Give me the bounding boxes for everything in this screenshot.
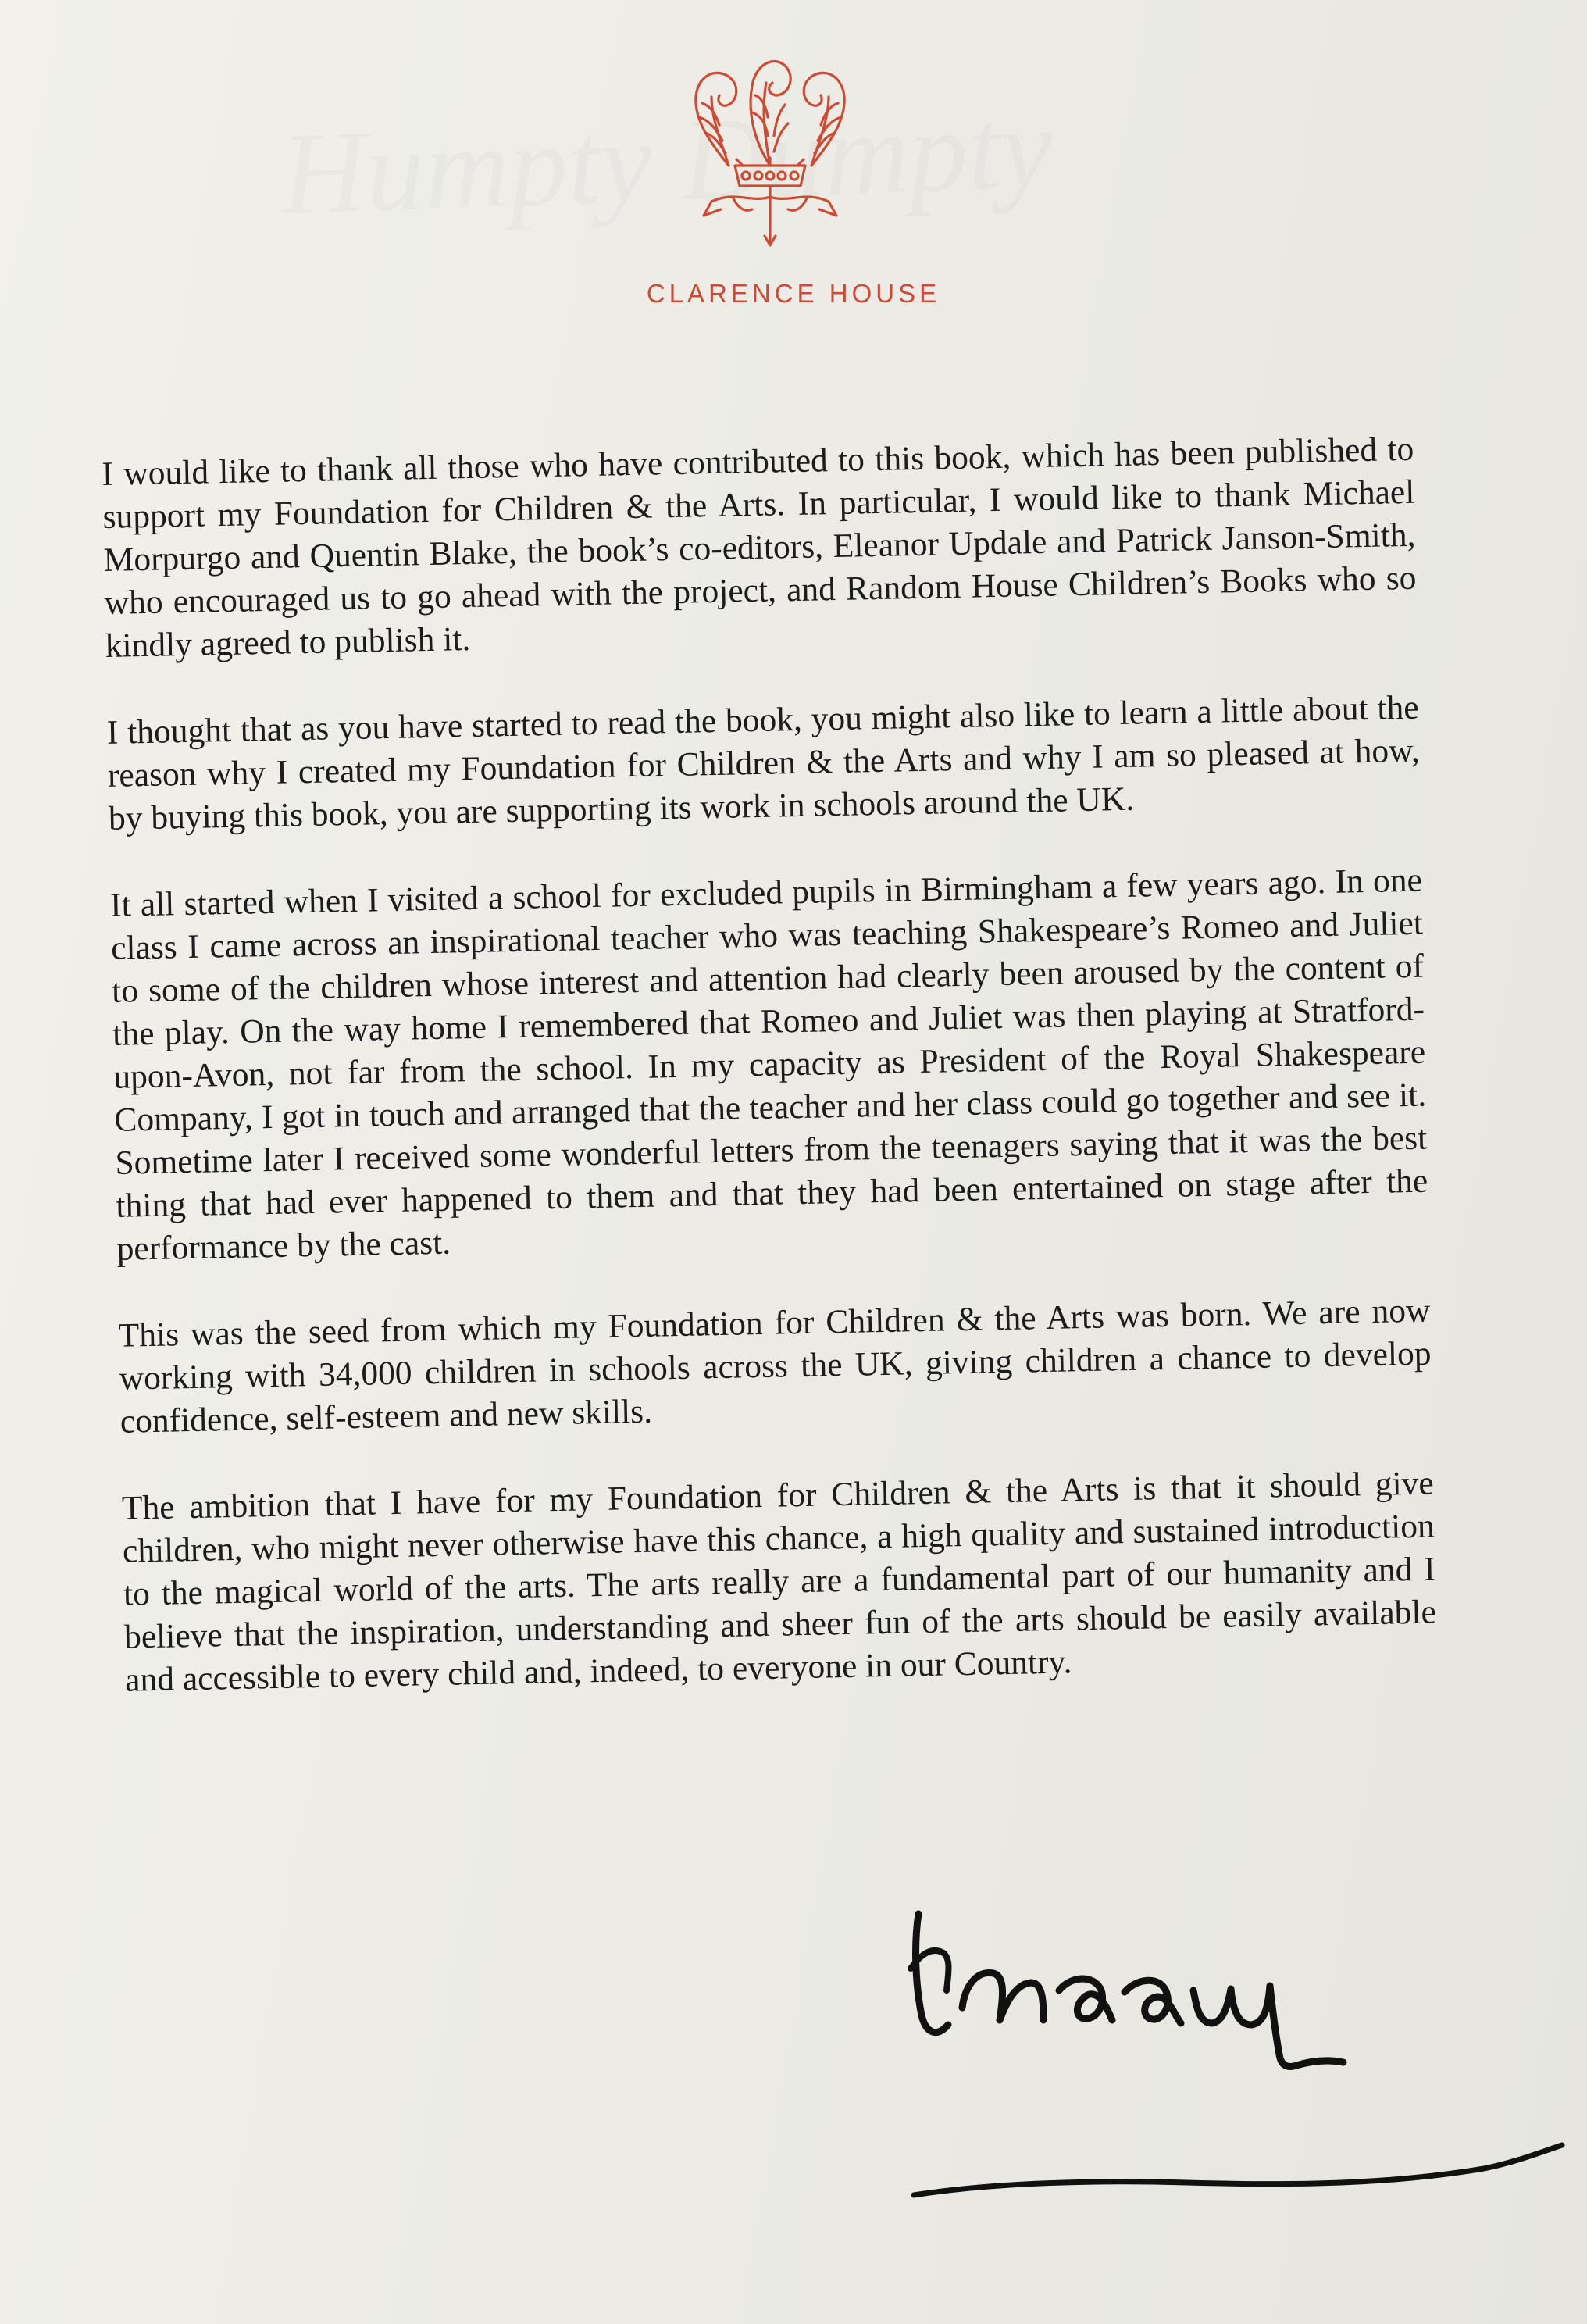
- letter-body: [102, 428, 1438, 1746]
- paragraph-3: It all started when I visited a school for excluded pupils in Birmingham a few years ago. In one class I came across an inspirational teacher who was teaching Shakespeare’s Romeo and Juliet to some of the children whose interest and attention had clearly been aroused by the content of the play. On the way home I remembered that Romeo and Juliet was then playing at Stratford-upon-Avon, not far from the school. In my capacity as President of the Royal Shakespeare Company, I got in touch and arranged that the teacher and her class could go together and see it. Sometime later I received some wonderful letters from the teenagers saying that it was the best thing that had ever happened to them and that they had been entertained on stage after the performance by the cast.: [109, 861, 1428, 1268]
- paragraph-4: This was the seed from which my Foundation for Children & the Arts was born. We are now working with 34,000 children in schools across the UK, giving children a chance to develop confidence, self-esteem and new skills.: [118, 1291, 1432, 1440]
- paragraph-5: The ambition that I have for my Foundation for Children & the Arts is that it should give children, who might never otherwise have this chance, a high quality and sustained introduction to the magical world of the arts. The arts really are a fundamental part of our humanity and I believe that the inspiration, understanding and sheer fun of the arts should be easily available and accessible to every child and, indeed, to everyone in our Country.: [121, 1464, 1437, 1699]
- bleed-through-text: [279, 80, 1054, 241]
- signature: [890, 1898, 1578, 2211]
- letterhead-title: CLARENCE HOUSE: [646, 279, 941, 308]
- paragraph-2: I thought that as you have started to read the book, you might also like to learn a little about the reason why I created my Foundation for Children & the Arts and why I am so pleased at how, by buying this book, you are supporting its work in schools around the UK.: [106, 688, 1421, 837]
- prince-of-wales-feathers-icon: [680, 48, 860, 253]
- paragraph-1: I would like to thank all those who have contributed to this book, which has been published to support my Foundation for Children & the Arts. In particular, I would like to thank Michael Morpurgo and Quentin Blake, the book’s co-editors, Eleanor Updale and Patrick Janson-Smith, who encouraged us to go ahead with the project, and Random House Children’s Books who so kindly agreed to publish it.: [102, 430, 1417, 665]
